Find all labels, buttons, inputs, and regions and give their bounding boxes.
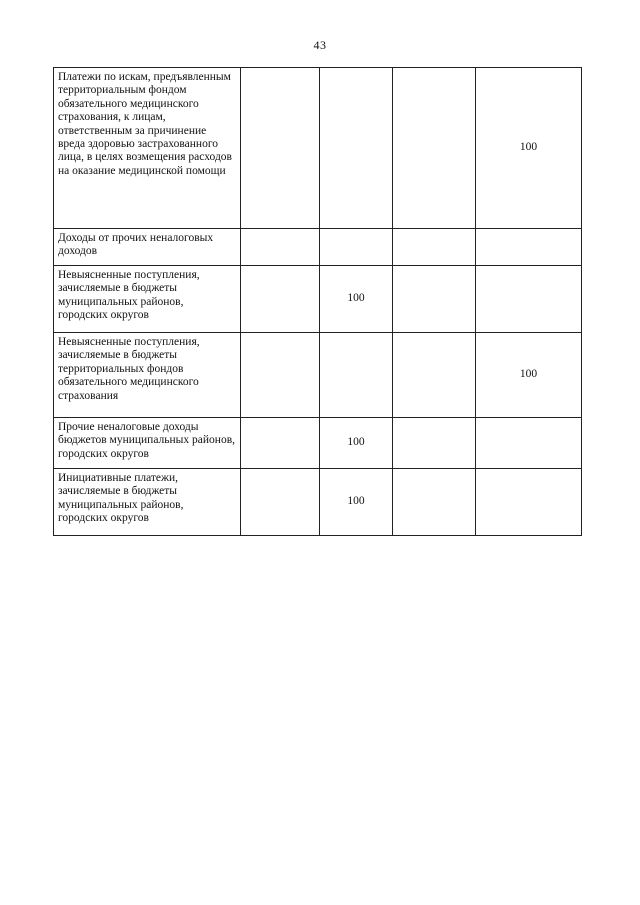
value-cell [241,333,320,418]
value-cell [241,469,320,536]
value-cell [393,418,476,469]
table-row [54,469,582,536]
value-cell [393,333,476,418]
revenue-name-cell: Инициативные платежи, зачисляемые в бюджеты муниципальных районов, городских округов [54,469,241,536]
value-cell [476,469,582,536]
value-cell [241,266,320,333]
value-cell [476,418,582,469]
value-cell [241,229,320,266]
table-row [54,333,582,418]
table-row [54,68,582,229]
value-cell: 100 [320,266,393,333]
value-cell: 100 [320,418,393,469]
value-cell [476,229,582,266]
value-cell [241,418,320,469]
value-cell [393,266,476,333]
value-cell [320,68,393,229]
revenue-distribution-table [53,67,582,536]
value-cell [393,68,476,229]
revenue-name-cell: Прочие неналоговые доходы бюджетов муниципальных районов, городских округов [54,418,241,469]
table-row [54,229,582,266]
table-row [54,266,582,333]
value-cell [320,229,393,266]
value-cell [476,266,582,333]
value-cell: 100 [476,333,582,418]
value-cell [241,68,320,229]
revenue-name-cell: Платежи по искам, предъявленным территориальным фондом обязательного медицинского страхования, к лицам, ответственным за причинение вреда здоровью застрахованного лица, в целях возмещения расходов на оказание медицинской помощи [54,68,241,229]
revenue-name-cell: Невыясненные поступления, зачисляемые в бюджеты муниципальных районов, городских округов [54,266,241,333]
revenue-name-cell: Невыясненные поступления, зачисляемые в бюджеты территориальных фондов обязательного медицинского страхования [54,333,241,418]
value-cell: 100 [476,68,582,229]
value-cell: 100 [320,469,393,536]
value-cell [393,469,476,536]
value-cell [393,229,476,266]
table-row [54,418,582,469]
page-number: 43 [313,38,327,52]
revenue-name-cell: Доходы от прочих неналоговых доходов [54,229,241,266]
value-cell [320,333,393,418]
